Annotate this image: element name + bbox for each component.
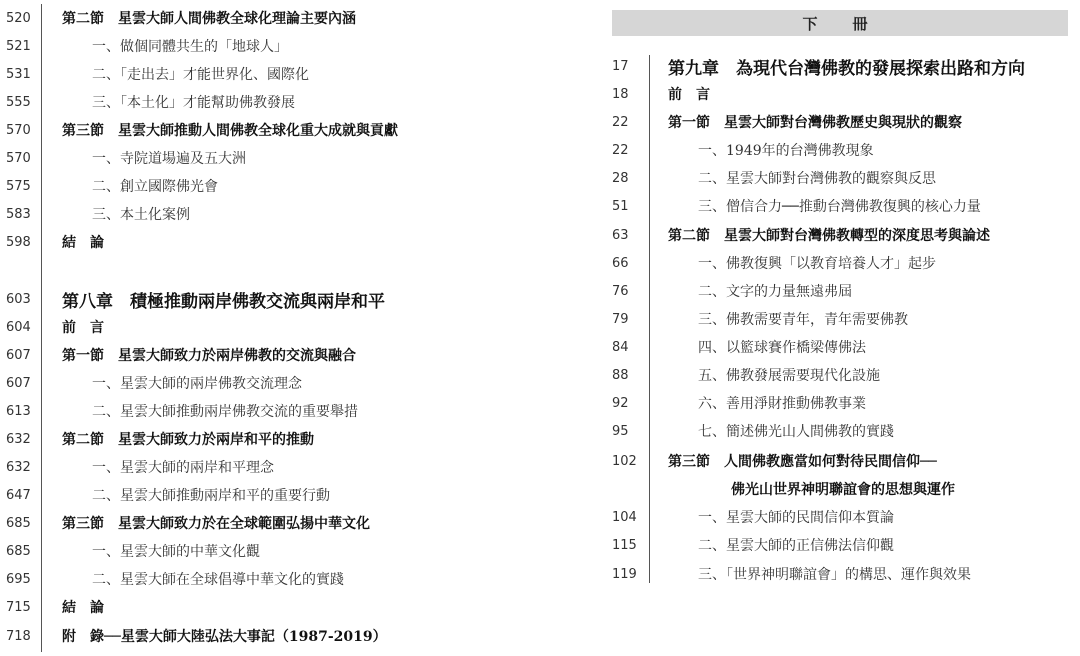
toc-entry-title: 前 言 [668,87,710,103]
toc-item-row [612,417,1068,445]
toc-column-right [612,0,1068,656]
toc-item-row [0,397,520,425]
toc-entry-title: 三、「世界神明聯誼會」的構思、運作與效果 [698,567,971,583]
toc-entry-title: 一、做個同體共生的「地球人」 [92,39,288,55]
toc-heading-row [612,80,1068,108]
page-number: 63 [612,227,629,243]
page-number: 570 [6,150,31,166]
page-number: 583 [6,206,31,222]
page-number: 76 [612,283,629,299]
toc-item-row [0,453,520,481]
page-number: 521 [6,38,31,54]
toc-entry-title: 二、創立國際佛光會 [92,179,218,195]
toc-section-row [0,116,520,144]
toc-entry-title: 第三節 星雲大師推動人間佛教全球化重大成就與貢獻 [62,123,398,139]
toc-entry-title: 一、星雲大師的兩岸佛教交流理念 [92,376,302,392]
page-number: 17 [612,58,629,74]
page-number: 51 [612,198,629,214]
toc-item-row [612,305,1068,333]
toc-entry-title: 一、星雲大師的民間信仰本質論 [698,510,894,526]
toc-item-row [0,32,520,60]
toc-item-row [0,200,520,228]
toc-entry-title: 結 論 [62,600,104,616]
page-number: 84 [612,339,629,355]
volume-header: 下 冊 [612,10,1068,36]
toc-entry-title: 第二節 星雲大師致力於兩岸和平的推動 [62,432,314,448]
page-number: 22 [612,114,629,130]
page-number: 79 [612,311,629,327]
toc-entry-title: 四、以籃球賽作橋梁傳佛法 [698,340,866,356]
toc-section-row [0,425,520,453]
toc-item-row [612,531,1068,559]
page-number: 119 [612,566,637,582]
page-number: 18 [612,86,629,102]
toc-item-row [612,164,1068,192]
toc-entry-title: 第一節 星雲大師對台灣佛教歷史與現狀的觀察 [668,115,962,131]
toc-item-row [612,136,1068,164]
toc-item-row [612,503,1068,531]
toc-entry-title: 前 言 [62,320,104,336]
page-number: 613 [6,403,31,419]
toc-item-row [612,560,1068,588]
toc-entry-title: 第二節 星雲大師人間佛教全球化理論主要內涵 [62,11,356,27]
toc-chapter-row [612,52,1068,80]
toc-entry-title: 二、星雲大師的正信佛法信仰觀 [698,538,894,554]
toc-entry-title: 二、「走出去」才能世界化、國際化 [92,67,309,83]
page-number: 685 [6,543,31,559]
page-number: 92 [612,395,629,411]
toc-entry-title: 附 錄──星雲大師大陸弘法大事記（1987-2019） [62,629,387,645]
page-number: 555 [6,94,31,110]
page-number: 531 [6,66,31,82]
toc-entry-title: 第三節 人間佛教應當如何對待民間信仰── [668,454,937,470]
page-number: 95 [612,423,629,439]
toc-section-row [612,447,1068,475]
toc-entry-title: 二、星雲大師在全球倡導中華文化的實踐 [92,572,344,588]
toc-entry-title: 三、佛教需要青年，青年需要佛教 [698,312,908,328]
toc-heading-row [0,622,520,650]
page-number: 718 [6,628,31,644]
page-number: 520 [6,10,31,26]
toc-item-row [0,565,520,593]
page-number: 575 [6,178,31,194]
page-number: 715 [6,599,31,615]
toc-item-row [612,361,1068,389]
page-number: 685 [6,515,31,531]
page-number: 570 [6,122,31,138]
toc-section-row [0,4,520,32]
toc-entry-title: 三、本土化案例 [92,207,190,223]
toc-entry-title: 一、1949年的台灣佛教現象 [698,143,874,159]
toc-entry-title: 第一節 星雲大師致力於兩岸佛教的交流與融合 [62,348,356,364]
toc-section-row [612,221,1068,249]
toc-entry-title: 五、佛教發展需要現代化設施 [698,368,880,384]
page-number: 22 [612,142,629,158]
toc-section-row [612,108,1068,136]
page-number: 632 [6,431,31,447]
toc-chapter-row [0,285,520,313]
toc-entry-title: 二、星雲大師對台灣佛教的觀察與反思 [698,171,936,187]
page-number: 598 [6,234,31,250]
toc-heading-row [0,593,520,621]
toc-heading-row [0,228,520,256]
toc-entry-title: 一、星雲大師的兩岸和平理念 [92,460,274,476]
toc-entry-title: 一、佛教復興「以教育培養人才」起步 [698,256,936,272]
toc-entry-title: 第二節 星雲大師對台灣佛教轉型的深度思考與論述 [668,228,990,244]
toc-item-row [0,537,520,565]
page-number: 28 [612,170,629,186]
toc-entry-title: 三、僧信合力──推動台灣佛教復興的核心力量 [698,199,981,215]
toc-entry-title: 一、星雲大師的中華文化觀 [92,544,260,560]
toc-section-row [0,341,520,369]
page-number: 607 [6,375,31,391]
toc-item-row [0,481,520,509]
toc-entry-title: 二、星雲大師推動兩岸和平的重要行動 [92,488,330,504]
toc-entry-title: 第八章 積極推動兩岸佛教交流與兩岸和平 [62,291,385,312]
page-number: 66 [612,255,629,271]
toc-item-row [612,333,1068,361]
toc-item-row [0,172,520,200]
page-number: 88 [612,367,629,383]
toc-entry-title: 第九章 為現代台灣佛教的發展探索出路和方向 [668,58,1025,79]
toc-item-row [612,192,1068,220]
toc-section-row [0,509,520,537]
page-number: 603 [6,291,31,307]
toc-entry-subtitle: 佛光山世界神明聯誼會的思想與運作 [731,482,955,498]
toc-item-row [612,249,1068,277]
toc-entry-title: 二、文字的力量無遠弗屆 [698,284,852,300]
page-number: 604 [6,319,31,335]
page-number: 632 [6,459,31,475]
toc-item-row [612,277,1068,305]
toc-item-row [0,88,520,116]
toc-item-row [0,60,520,88]
toc-entry-title: 七、簡述佛光山人間佛教的實踐 [698,424,894,440]
toc-section-continuation [612,475,1068,503]
page-number: 695 [6,571,31,587]
toc-heading-row [0,313,520,341]
toc-entry-title: 結 論 [62,235,104,251]
toc-column-left [0,0,520,656]
page-number: 104 [612,509,637,525]
page-number: 647 [6,487,31,503]
page-number: 607 [6,347,31,363]
toc-item-row [0,369,520,397]
page-number: 102 [612,453,637,469]
toc-entry-title: 三、「本土化」才能幫助佛教發展 [92,95,295,111]
toc-item-row [612,389,1068,417]
toc-entry-title: 六、善用淨財推動佛教事業 [698,396,866,412]
toc-entry-title: 二、星雲大師推動兩岸佛教交流的重要舉措 [92,404,358,420]
toc-item-row [0,144,520,172]
toc-entry-title: 第三節 星雲大師致力於在全球範圍弘揚中華文化 [62,516,370,532]
page-number: 115 [612,537,637,553]
toc-entry-title: 一、寺院道場遍及五大洲 [92,151,246,167]
